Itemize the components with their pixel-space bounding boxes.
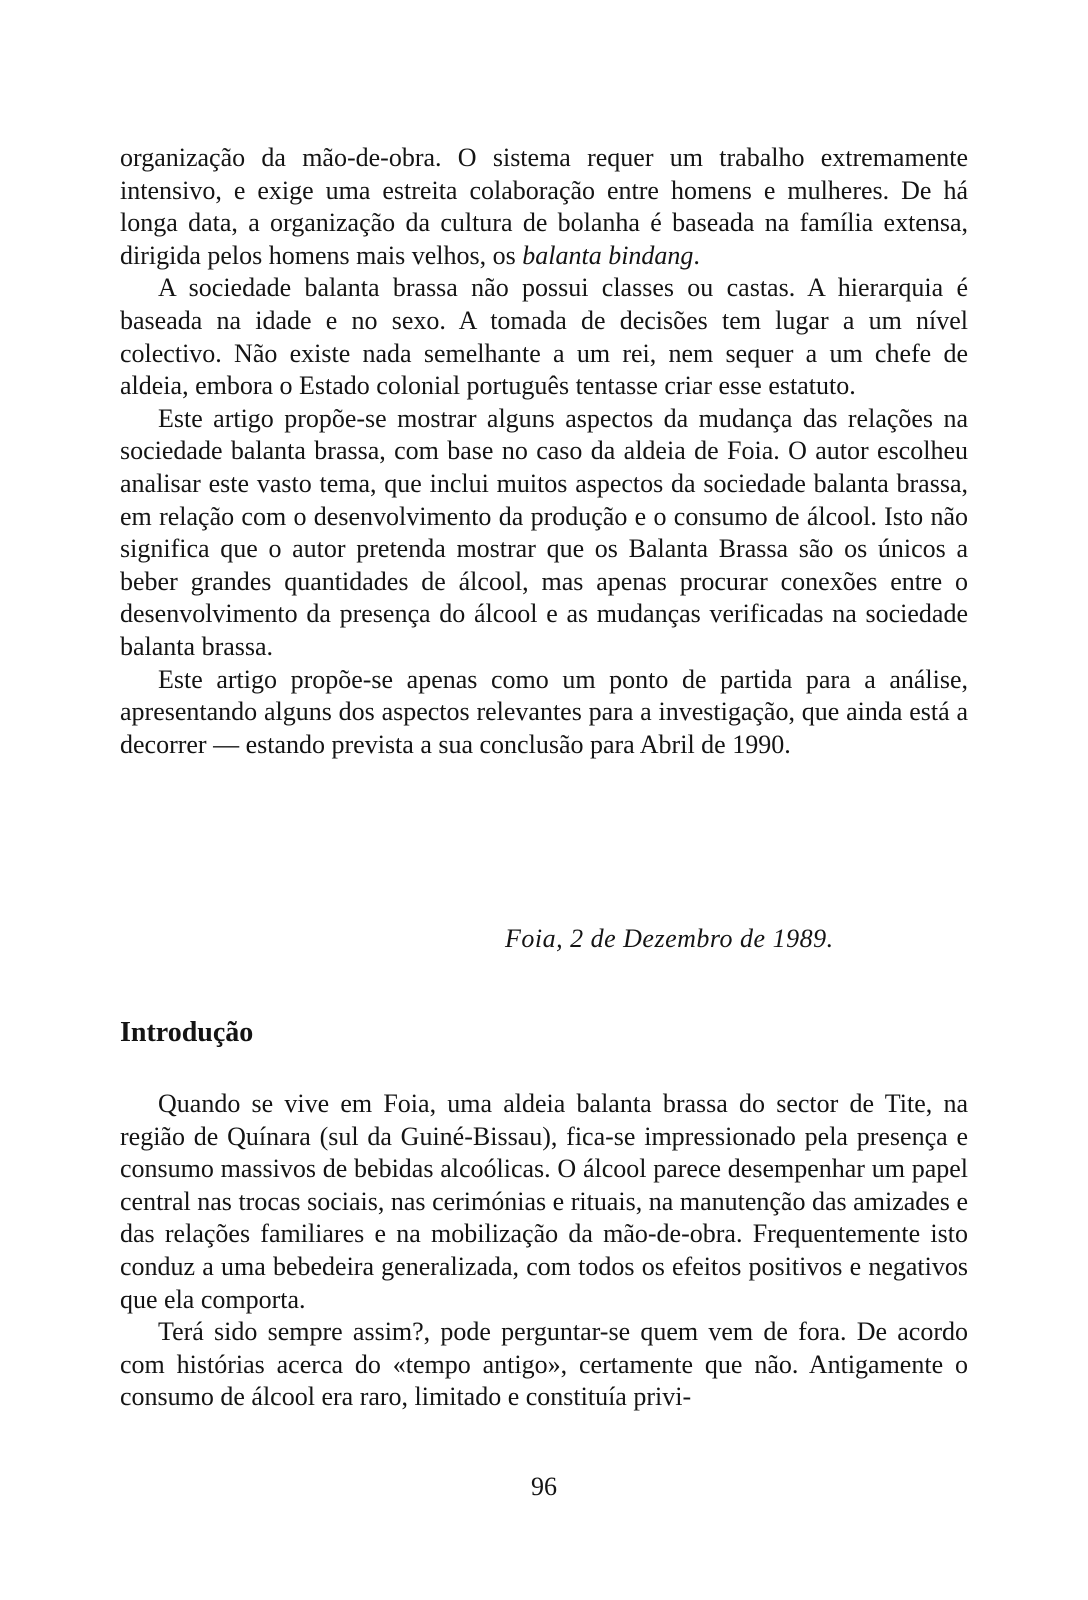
paragraph: [120, 403, 968, 664]
signoff-date: Foia, 2 de Dezembro de 1989.: [505, 924, 834, 953]
paragraph-text: .: [693, 240, 700, 270]
body-text-intro: [120, 1088, 968, 1414]
paragraph-italic-text: balanta bindang: [522, 240, 694, 270]
paragraph-text: Este artigo propõe-se mostrar alguns aspectos da mudança das relações na sociedade balanta brassa, com base no caso da aldeia de Foia. O autor escolheu analisar este vasto tema, que inclui muitos aspectos da sociedade balanta brassa, em relação com o desenvolvimento da produção e o consumo de álcool. Isto não significa que o autor pretenda mostrar que os Balanta Brassa são os únicos a beber grandes quantidades de álcool, mas apenas procurar conexões entre o desenvolvimento da presença do álcool e as mudanças verificadas na sociedade balanta brassa.: [120, 403, 968, 661]
section-heading: Introdução: [120, 1017, 254, 1048]
paragraph-text: Quando se vive em Foia, uma aldeia balanta brassa do sector de Tite, na região de Quínara (sul da Guiné-Bissau), fica-se impressionado pela presença e consumo massivos de bebidas alcoólicas. O álcool parece desempenhar um papel central nas trocas sociais, nas cerimónias e rituais, na manutenção das amizades e das relações familiares e na mobilização da mão-de-obra. Frequentemente isto conduz a uma bebedeira generalizada, com todos os efeitos positivos e negativos que ela comporta.: [120, 1089, 968, 1314]
paragraph: [120, 272, 968, 402]
paragraph: [120, 1088, 968, 1316]
paragraph-text: organização da mão-de-obra. O sistema requer um trabalho extremamente intensivo, e exige uma estreita colaboração entre homens e mulheres. De há longa data, a organização da cultura de bolanha é baseada na família extensa, dirigida pelos homens mais velhos, os: [120, 143, 968, 270]
body-text-top: [120, 142, 968, 761]
paragraph: [120, 1316, 968, 1414]
paragraph: [120, 142, 968, 272]
page-number: 96: [531, 1472, 557, 1501]
paragraph-text: A sociedade balanta brassa não possui classes ou castas. A hierarquia é baseada na idade e no sexo. A tomada de decisões tem lugar a um nível colectivo. Não existe nada semelhante a um rei, nem sequer a um chefe de aldeia, embora o Estado colonial português tentasse criar esse estatuto.: [120, 273, 968, 401]
paragraph-text: Este artigo propõe-se apenas como um ponto de partida para a análise, apresentando alguns dos aspectos relevantes para a investigação, que ainda está a decorrer — estando prevista a sua conclusão para Abril de 1990.: [120, 664, 968, 759]
paragraph-text: Terá sido sempre assim?, pode perguntar-se quem vem de fora. De acordo com histórias acerca do «tempo antigo», certamente que não. Antigamente o consumo de álcool era raro, limitado e constituía privi-: [120, 1317, 968, 1412]
paragraph: [120, 664, 968, 762]
